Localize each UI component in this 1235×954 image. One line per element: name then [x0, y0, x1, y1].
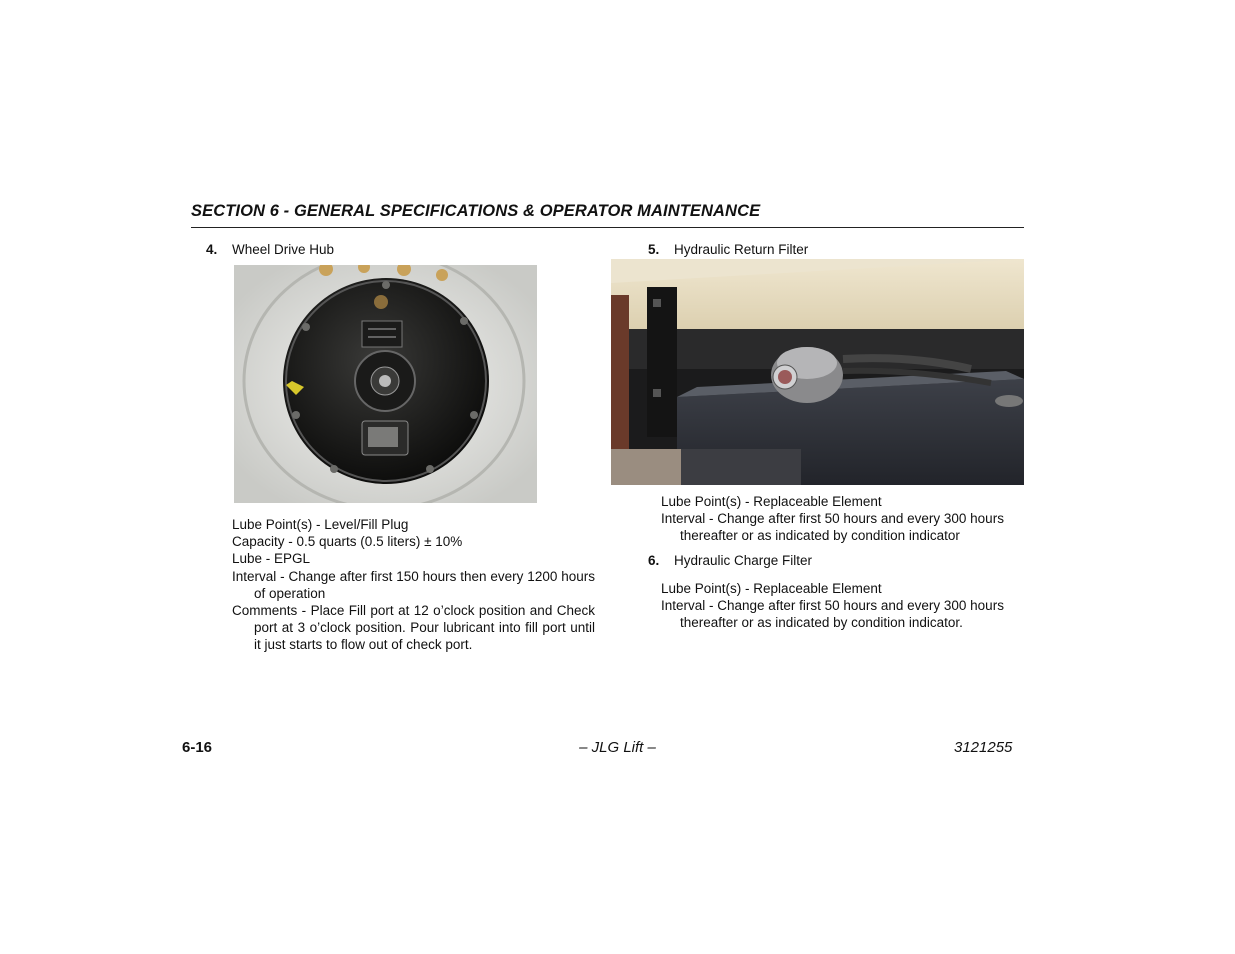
item-5-details — [661, 493, 1023, 544]
item-4-number: 4. — [206, 242, 218, 257]
item-4-lube-point: Lube Point(s) - Level/Fill Plug — [232, 517, 409, 532]
item-4-lube: Lube - EPGL — [232, 551, 311, 566]
item-6-interval: Interval - Change after first 50 hours and every 300 hours thereafter or as indicated by condition indicator. — [661, 598, 1004, 630]
item-4-heading — [206, 242, 334, 257]
item-5-heading — [648, 242, 808, 257]
item-4-details — [232, 516, 595, 653]
section-header: SECTION 6 - GENERAL SPECIFICATIONS & OPERATOR MAINTENANCE — [191, 202, 1024, 228]
hydraulic-return-filter-photo — [611, 259, 1024, 485]
item-5-number: 5. — [648, 242, 660, 257]
item-5-title: Hydraulic Return Filter — [674, 242, 809, 257]
wheel-drive-hub-photo — [234, 265, 537, 503]
footer-brand: – JLG Lift – — [579, 739, 656, 756]
page-number: 6-16 — [182, 739, 213, 756]
document-number: 3121255 — [954, 739, 1013, 756]
item-4-comments: Comments - Place Fill port at 12 o’clock position and Check port at 3 o’clock position. Pour lubricant into fill port until it just starts to flow out of check port. — [232, 603, 595, 652]
item-5-lube-point: Lube Point(s) - Replaceable Element — [661, 494, 882, 509]
item-4-interval: Interval - Change after first 150 hours then every 1200 hours of operation — [232, 569, 595, 601]
item-4-title: Wheel Drive Hub — [232, 242, 335, 257]
item-6-number: 6. — [648, 553, 660, 568]
item-6-heading — [648, 553, 812, 568]
item-6-title: Hydraulic Charge Filter — [674, 553, 813, 568]
item-5-interval: Interval - Change after first 50 hours and every 300 hours thereafter or as indicated by condition indicator — [661, 511, 1004, 543]
item-4-capacity: Capacity - 0.5 quarts (0.5 liters) ± 10% — [232, 534, 463, 549]
item-6-lube-point: Lube Point(s) - Replaceable Element — [661, 581, 882, 596]
item-6-details — [661, 580, 1023, 631]
